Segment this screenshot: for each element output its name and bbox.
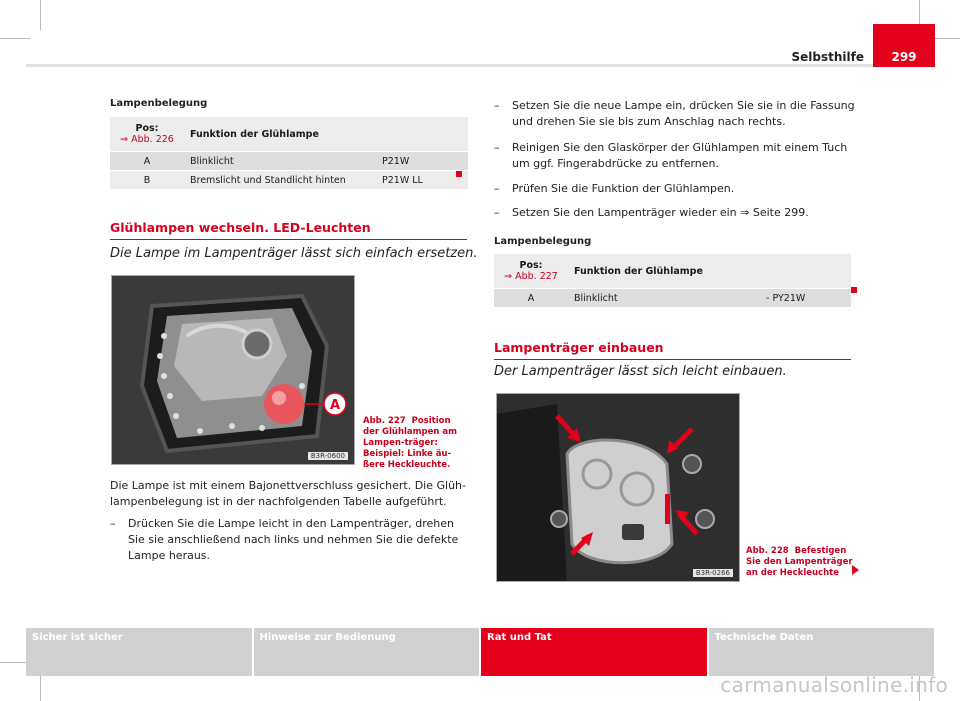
chapter-title: Selbsthilfe bbox=[791, 50, 864, 64]
figure-code: B3R-0600 bbox=[308, 452, 348, 460]
figure-caption: Abb. 227 Position der Glühlampen am Lampen-träger: Beispiel: Linke äu-ßere Heckleuchte. bbox=[363, 416, 457, 470]
table-header-pos: Pos: ⇒ Abb. 226 bbox=[110, 117, 184, 152]
instruction-step: – Setzen Sie die neue Lampe ein, drücken Sie sie in die Fassung und drehen Sie sie bis zum Anschlag nach rechts. bbox=[494, 99, 855, 128]
lamp-holder-illustration bbox=[112, 276, 354, 464]
table-row: A Blinklicht P21W bbox=[110, 152, 468, 171]
instruction-step: – Setzen Sie den Lampenträger wieder ein ⇒ Seite 299. bbox=[494, 206, 809, 219]
figure-lamp-holder-led bbox=[111, 275, 355, 465]
table-header-function: Funktion der Glühlampe bbox=[568, 254, 851, 289]
footer-tab-rat-und-tat[interactable]: Rat und Tat bbox=[481, 628, 707, 676]
footer-tab-hinweise-zur-bedienung[interactable]: Hinweise zur Bedienung bbox=[254, 628, 480, 676]
footer-tab-sicher-ist-sicher[interactable]: Sicher ist sicher bbox=[26, 628, 252, 676]
figure-reference-link[interactable]: ⇒ Abb. 227 bbox=[504, 271, 558, 282]
body-paragraph: Die Lampe ist mit einem Bajonettverschluss gesichert. Die Glüh-lampenbelegung ist in der nachfolgenden Tabelle aufgeführt. bbox=[110, 479, 466, 508]
page-number: 299 bbox=[891, 50, 917, 64]
callout-label: A bbox=[330, 398, 341, 413]
continue-arrow-icon bbox=[852, 565, 859, 575]
watermark: carmanualsonline.info bbox=[720, 673, 948, 697]
section-subtitle: Die Lampe im Lampenträger lässt sich einfach ersetzen. bbox=[110, 246, 478, 261]
end-of-section-marker bbox=[456, 171, 462, 177]
footer-tab-technische-daten[interactable]: Technische Daten bbox=[709, 628, 935, 676]
lamp-table-left bbox=[110, 117, 468, 189]
table-header-pos: Pos: ⇒ Abb. 227 bbox=[494, 254, 568, 289]
instruction-step: – Reinigen Sie den Glaskörper der Glühlampen mit einem Tuch um ggf. Fingerabdrücke zu entfernen. bbox=[494, 141, 848, 170]
table-row: B Bremslicht und Standlicht hinten P21W LL bbox=[110, 171, 468, 190]
table-row: A Blinklicht - PY21W bbox=[494, 289, 851, 308]
section-title: Glühlampen wechseln. LED-Leuchten bbox=[110, 220, 467, 240]
figure-caption: Abb. 228 Befestigen Sie den Lampenträger an der Heckleuchte bbox=[746, 546, 853, 578]
header-rule bbox=[26, 64, 934, 67]
table-label: Lampenbelegung bbox=[110, 98, 208, 109]
table-label: Lampenbelegung bbox=[494, 236, 592, 247]
figure-reference-link[interactable]: ⇒ Abb. 226 bbox=[120, 134, 174, 145]
table-header-function: Funktion der Glühlampe bbox=[184, 117, 468, 152]
install-illustration bbox=[497, 394, 739, 581]
instruction-step: – Prüfen Sie die Funktion der Glühlampen. bbox=[494, 182, 735, 195]
section-title: Lampenträger einbauen bbox=[494, 340, 851, 360]
figure-install-lamp-holder bbox=[496, 393, 740, 582]
lamp-table-right bbox=[494, 254, 851, 307]
section-subtitle: Der Lampenträger lässt sich leicht einbauen. bbox=[494, 364, 787, 379]
chapter-navigation bbox=[26, 628, 934, 676]
figure-code: B3R-0266 bbox=[693, 569, 733, 577]
crop-mark bbox=[40, 0, 41, 30]
end-of-section-marker bbox=[851, 287, 857, 293]
instruction-step: – Drücken Sie die Lampe leicht in den Lampenträger, drehen Sie sie anschließend nach links und nehmen Sie die defekte Lampe heraus. bbox=[110, 517, 459, 562]
crop-mark bbox=[0, 38, 30, 39]
